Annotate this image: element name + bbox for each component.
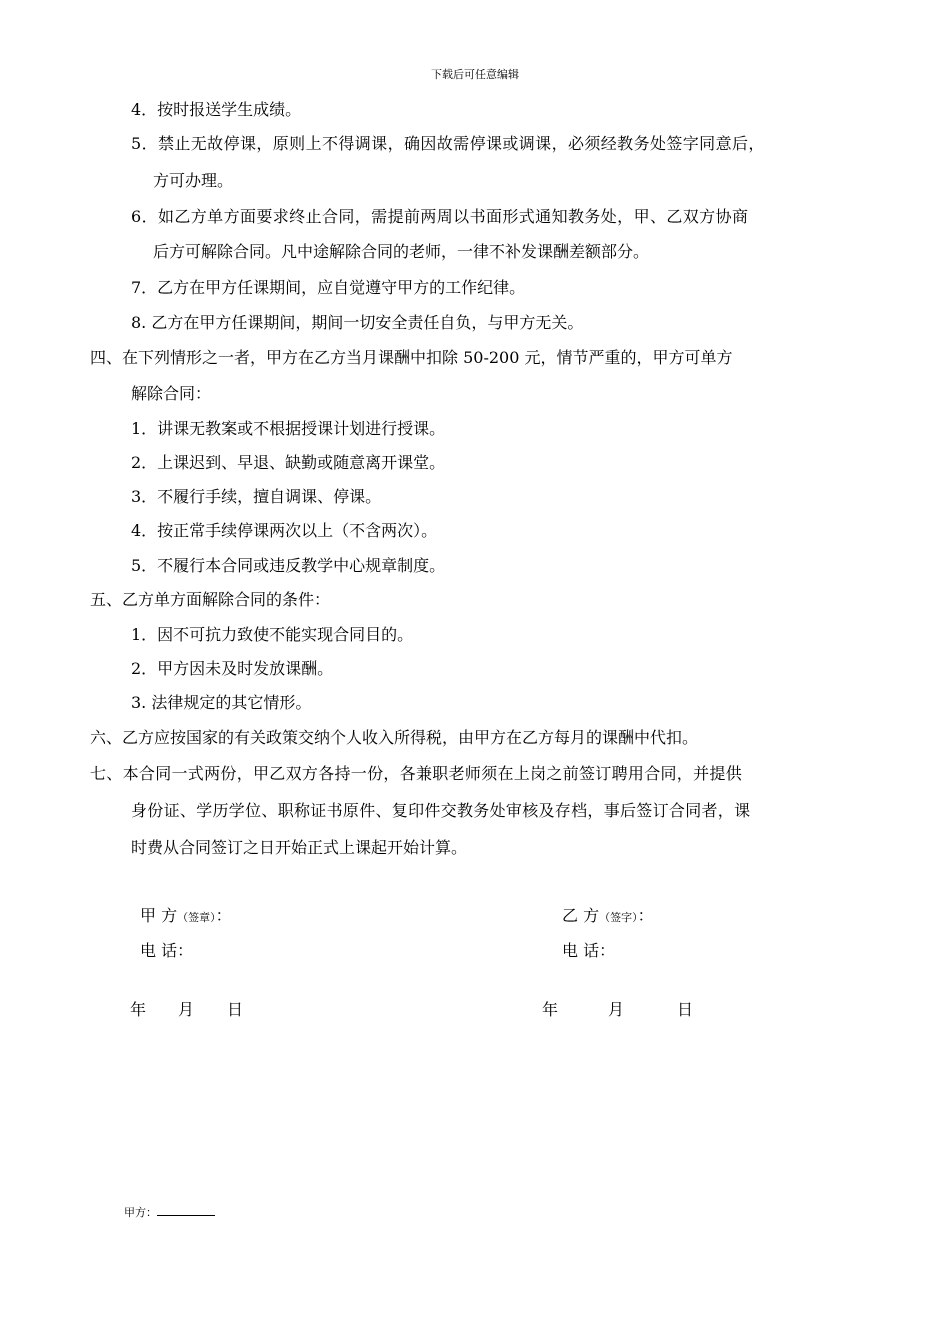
clause-line: 6．如乙方单方面要求终止合同，需提前两周以书面形式通知教务处，甲、乙双方协商 [131, 207, 749, 226]
clause-line: 5．不履行本合同或违反教学中心规章制度。 [131, 556, 446, 575]
clause-line: 4．按正常手续停课两次以上（不含两次）。 [131, 521, 438, 540]
party-b-colon: ： [637, 906, 654, 925]
party-a-sign [140, 906, 232, 928]
party-b-date-day: 日 [677, 1000, 694, 1019]
section-heading: 四、在下列情形之一者，甲方在乙方当月课酬中扣除 50-200 元，情节严重的，甲方可单方 [90, 348, 733, 367]
clause-line: 4．按时报送学生成绩。 [131, 100, 302, 119]
clause-line: 5．禁止无故停课，原则上不得调课，确因故需停课或调课，必须经教务处签字同意后， [131, 134, 765, 153]
clause-line: 3. 法律规定的其它情形。 [131, 693, 312, 712]
clause-line: 方可办理。 [153, 171, 234, 190]
party-b-sign [562, 906, 654, 928]
clause-line: 时费从合同签订之日开始正式上课起开始计算。 [131, 838, 468, 857]
party-a-phone: 电 话： [140, 941, 194, 960]
party-b-date-year: 年 [542, 1000, 559, 1019]
party-b-note: （签字） [599, 911, 638, 924]
clause-line: 3．不履行手续，擅自调课、停课。 [131, 487, 382, 506]
party-a-colon: ： [215, 906, 232, 925]
clause-line: 8. 乙方在甲方任课期间，期间一切安全责任自负，与甲方无关。 [131, 313, 584, 332]
party-a-date-day: 日 [227, 1000, 244, 1019]
header-note: 下载后可任意编辑 [431, 68, 519, 81]
section-heading: 六、乙方应按国家的有关政策交纳个人收入所得税，由甲方在乙方每月的课酬中代扣。 [90, 728, 699, 747]
footer-blank-line [157, 1203, 215, 1216]
party-a-note: （签章） [177, 911, 216, 924]
party-a-date-month: 月 [178, 1000, 195, 1019]
clause-line: 2．甲方因未及时发放课酬。 [131, 659, 334, 678]
clause-line: 身份证、学历学位、职称证书原件、复印件交教务处审核及存档，事后签订合同者，课 [131, 801, 751, 820]
section-heading: 五、乙方单方面解除合同的条件： [90, 590, 331, 609]
party-b-label: 乙 方 [562, 906, 600, 925]
party-a-label: 甲 方 [140, 906, 178, 925]
clause-line: 1．因不可抗力致使不能实现合同目的。 [131, 625, 414, 644]
party-a-date-year: 年 [130, 1000, 147, 1019]
clause-line: 1．讲课无教案或不根据授课计划进行授课。 [131, 419, 446, 438]
footer [124, 1203, 215, 1220]
clause-line: 7．乙方在甲方任课期间，应自觉遵守甲方的工作纪律。 [131, 278, 526, 297]
clause-line: 解除合同： [131, 384, 212, 403]
clause-line: 2．上课迟到、早退、缺勤或随意离开课堂。 [131, 453, 446, 472]
party-b-phone: 电 话： [562, 941, 616, 960]
footer-label: 甲方： [124, 1206, 157, 1219]
party-b-date-month: 月 [608, 1000, 625, 1019]
section-heading: 七、本合同一式两份，甲乙双方各持一份，各兼职老师须在上岗之前签订聘用合同，并提供 [90, 764, 743, 783]
clause-line: 后方可解除合同。凡中途解除合同的老师，一律不补发课酬差额部分。 [153, 242, 650, 261]
